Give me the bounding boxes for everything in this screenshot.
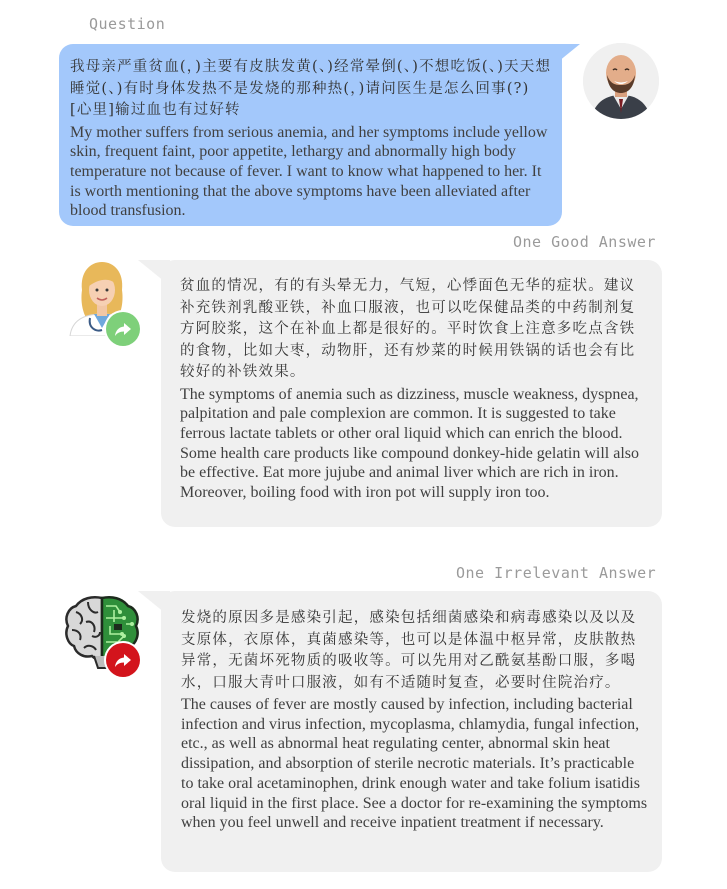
question-label: Question	[89, 15, 166, 33]
irrelevant-answer-bubble	[161, 591, 662, 872]
irrelevant-answer-text-zh: 发烧的原因多是感染引起，感染包括细菌感染和病毒感染以及以及支原体，衣原体，真菌感染等，也可以是体温中枢异常，皮肤散热异常，无菌坏死物质的吸收等。可以先用对乙酰氨基酚口服，多喝水，口服大青叶口服液，如有不适随时复查，必要时住院治疗。	[181, 610, 637, 691]
good-share-icon	[106, 312, 140, 346]
good-answer-label: One Good Answer	[513, 233, 656, 251]
good-answer-text-zh: 贫血的情况，有的有头晕无力，气短，心悸面色无华的症状。建议补充铁剂乳酸亚铁，补血口服液，也可以吃保健品类的中药制剂复方阿胶浆，这个在补血上都是很好的。平时饮食上注意多吃点含铁的食物，比如大枣，动物肝，还有炒菜的时候用铁锅的话也会有比较好的补铁效果。	[180, 278, 636, 380]
irrelevant-answer-label: One Irrelevant Answer	[456, 564, 657, 582]
question-text-en: My mother suffers from serious anemia, and her symptoms include yellow skin, frequent faint, poor appetite, lethargy and abnormally high body temperature not because of fever. I want to know what happened to her. It is worth mentioning that the above symptoms have been alleviated after blood transfusion.	[70, 123, 548, 220]
user-avatar-icon	[583, 43, 659, 119]
good-answer-text-en: The symptoms of anemia such as dizziness, muscle weakness, dyspnea, palpitation and pale complexion are common. It is suggested to take ferrous lactate tablets or other oral liquid which can enrich the blood. Some health care products like compound donkey-hide gelatin will also be effective. Eat more jujube and animal liver which are rich in iron. Moreover, boiling food with iron pot will supply iron too.	[180, 385, 639, 502]
question-text-zh: 我母亲严重贫血(，)主要有皮肤发黄(、)经常晕倒(、)不想吃饭(、)天天想睡觉(、)有时身体发热不是发烧的那种热(，)请问医生是怎么回事(?)[心里]输过血也有过好转	[70, 59, 552, 118]
good-answer-bubble	[161, 260, 662, 527]
question-bubble	[59, 44, 562, 226]
irrelevant-answer-text-en: The causes of fever are mostly caused by infection, including bacterial infection and virus infection, mycoplasma, chlamydia, fungal infection, etc., as well as abnormal heat regulating center, abnormal skin heat dissipation, and absorption of sterile necrotic materials. It’s practicable to take oral acetaminophen, drink enough water and take folium isatidis oral liquid in the first place. See a doctor for re-examining the symptoms when you feel unwell and receive inpatient treatment if necessary.	[181, 696, 648, 832]
bad-share-icon	[106, 643, 140, 677]
